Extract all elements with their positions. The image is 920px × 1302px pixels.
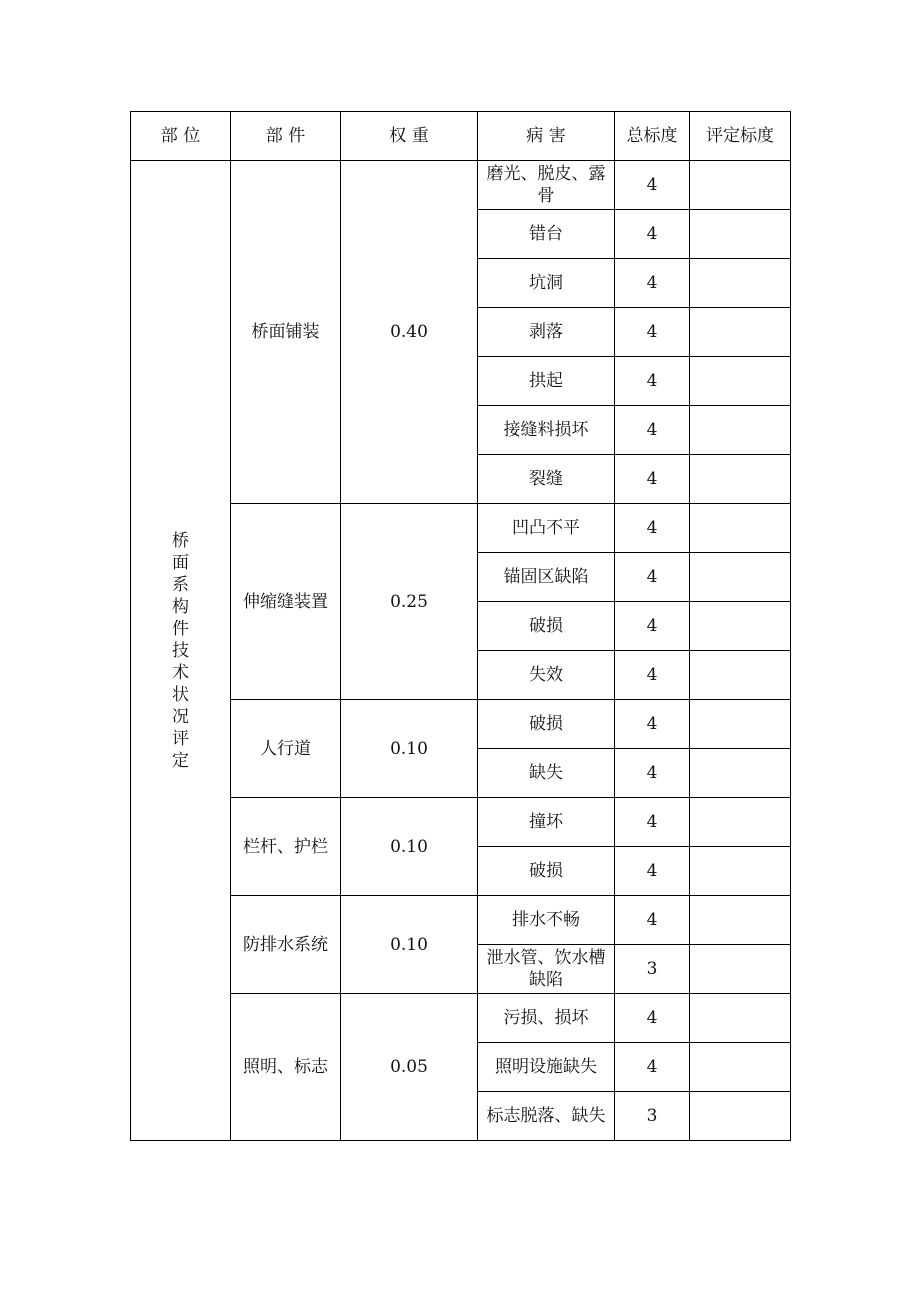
rating-scale-cell[interactable] (690, 896, 791, 945)
header-total-scale: 总标度 (615, 112, 690, 161)
defect-name: 剥落 (478, 308, 615, 357)
total-scale: 4 (615, 357, 690, 406)
rating-scale-cell[interactable] (690, 602, 791, 651)
defect-name: 破损 (478, 847, 615, 896)
defect-name: 裂缝 (478, 455, 615, 504)
rating-scale-cell[interactable] (690, 1043, 791, 1092)
defect-name: 坑洞 (478, 259, 615, 308)
section-cell (131, 161, 231, 1141)
defect-name: 缺失 (478, 749, 615, 798)
rating-scale-cell[interactable] (690, 651, 791, 700)
rating-scale-cell[interactable] (690, 161, 791, 210)
section-char: 桥 (172, 530, 189, 551)
component-name: 防排水系统 (231, 896, 341, 994)
header-row (131, 112, 791, 161)
component-weight: 0.10 (341, 798, 478, 896)
defect-name: 撞坏 (478, 798, 615, 847)
total-scale: 4 (615, 749, 690, 798)
total-scale: 4 (615, 455, 690, 504)
rating-scale-cell[interactable] (690, 504, 791, 553)
section-char: 况 (172, 706, 189, 727)
rating-scale-cell[interactable] (690, 308, 791, 357)
rating-scale-cell[interactable] (690, 798, 791, 847)
defect-name: 排水不畅 (478, 896, 615, 945)
bridge-deck-evaluation-table (130, 111, 791, 1141)
defect-name: 照明设施缺失 (478, 1043, 615, 1092)
defect-name: 拱起 (478, 357, 615, 406)
total-scale: 3 (615, 945, 690, 994)
section-char: 技 (172, 640, 189, 661)
total-scale: 4 (615, 553, 690, 602)
header-rating-scale: 评定标度 (690, 112, 791, 161)
rating-scale-cell[interactable] (690, 700, 791, 749)
header-defect: 病 害 (478, 112, 615, 161)
rating-scale-cell[interactable] (690, 455, 791, 504)
component-name: 伸缩缝装置 (231, 504, 341, 700)
component-name: 栏杆、护栏 (231, 798, 341, 896)
total-scale: 4 (615, 161, 690, 210)
defect-name: 破损 (478, 700, 615, 749)
rating-scale-cell[interactable] (690, 749, 791, 798)
total-scale: 4 (615, 259, 690, 308)
total-scale: 4 (615, 994, 690, 1043)
defect-name: 接缝料损坏 (478, 406, 615, 455)
rating-scale-cell[interactable] (690, 994, 791, 1043)
section-char: 状 (172, 684, 189, 705)
defect-name: 错台 (478, 210, 615, 259)
section-char: 定 (172, 750, 189, 771)
total-scale: 4 (615, 504, 690, 553)
rating-scale-cell[interactable] (690, 945, 791, 994)
total-scale: 4 (615, 406, 690, 455)
rating-scale-cell[interactable] (690, 406, 791, 455)
component-weight: 0.05 (341, 994, 478, 1141)
rating-scale-cell[interactable] (690, 553, 791, 602)
defect-name: 标志脱落、缺失 (478, 1092, 615, 1141)
table-body (131, 112, 791, 1141)
rating-scale-cell[interactable] (690, 357, 791, 406)
defect-name: 污损、损坏 (478, 994, 615, 1043)
header-weight: 权 重 (341, 112, 478, 161)
total-scale: 4 (615, 798, 690, 847)
component-name: 桥面铺装 (231, 161, 341, 504)
component-name: 人行道 (231, 700, 341, 798)
total-scale: 4 (615, 896, 690, 945)
total-scale: 4 (615, 651, 690, 700)
total-scale: 4 (615, 602, 690, 651)
header-section: 部 位 (131, 112, 231, 161)
total-scale: 4 (615, 210, 690, 259)
defect-name: 凹凸不平 (478, 504, 615, 553)
component-weight: 0.10 (341, 700, 478, 798)
component-weight: 0.10 (341, 896, 478, 994)
total-scale: 3 (615, 1092, 690, 1141)
header-component: 部 件 (231, 112, 341, 161)
rating-scale-cell[interactable] (690, 259, 791, 308)
section-char: 构 (172, 596, 189, 617)
rating-scale-cell[interactable] (690, 847, 791, 896)
section-char: 评 (172, 728, 189, 749)
defect-name: 锚固区缺陷 (478, 553, 615, 602)
total-scale: 4 (615, 1043, 690, 1092)
component-name: 照明、标志 (231, 994, 341, 1141)
defect-name: 破损 (478, 602, 615, 651)
component-weight: 0.40 (341, 161, 478, 504)
defect-name: 失效 (478, 651, 615, 700)
section-char: 系 (172, 574, 189, 595)
section-char: 面 (172, 552, 189, 573)
total-scale: 4 (615, 847, 690, 896)
section-char: 术 (172, 662, 189, 683)
component-weight: 0.25 (341, 504, 478, 700)
defect-name: 泄水管、饮水槽缺陷 (478, 945, 615, 994)
rating-scale-cell[interactable] (690, 1092, 791, 1141)
section-char: 件 (172, 618, 189, 639)
total-scale: 4 (615, 700, 690, 749)
defect-name: 磨光、脱皮、露骨 (478, 161, 615, 210)
rating-scale-cell[interactable] (690, 210, 791, 259)
table-row (131, 161, 791, 210)
total-scale: 4 (615, 308, 690, 357)
